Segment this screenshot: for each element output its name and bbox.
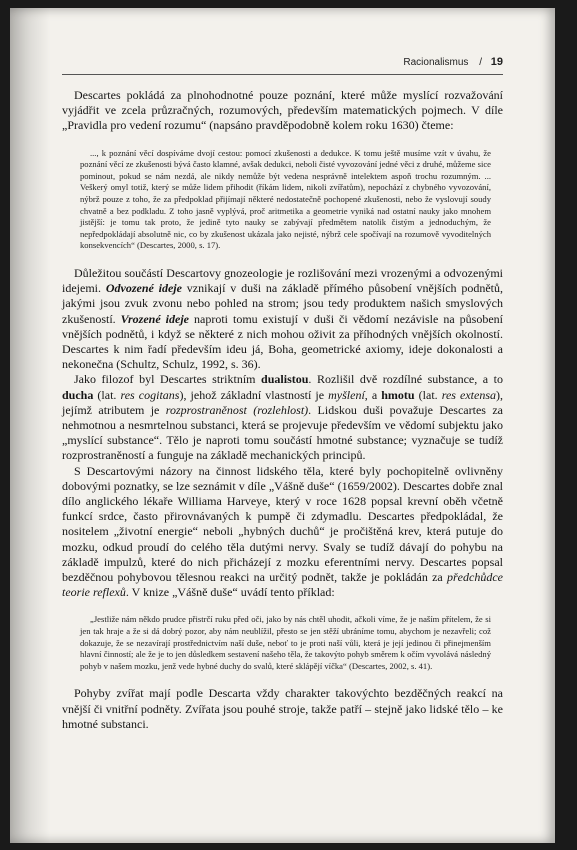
paragraph-1: Descartes pokládá za plnohodnotné pouze poznání, které může myslící rozvažování vyjádřit ve zcela průzračných, rozumových, především matematických pojmech. V díle „Pravidla pro vedení rozumu“ (napsáno pravděpodobně kolem roku 1630) čteme: xyxy=(62,88,503,133)
text-span: (lat. xyxy=(93,387,121,402)
page-body xyxy=(62,88,503,732)
text-span: . V knize „Vášně duše“ uvádí tento příklad: xyxy=(125,585,335,600)
page-header xyxy=(62,56,503,75)
page-number: 19 xyxy=(490,56,503,68)
text-span: naproti tomu existují v duši či vědomí nezávisle na působení vnějších podnětů, i když se některé z nich mohou oživit za příhodných vnějších okolností. Descartes k nim řadí především ideu já, Boha, geometrické axiomy, ideje dokonalosti a nekonečna (Schultz, Schulz, 1992, s. 36). xyxy=(62,311,504,372)
text-span: . Lidskou duši považuje Descartes za nehmotnou a nesmrtelnou substanci, která se projevuje především ve vědomí subjektu jako „myslící substance“. Tělo je naproti tomu součástí hmotné substance; vyznačuje se tudíž rozprostraněností a funguje na základě mechanických principů. xyxy=(62,402,503,463)
quote-block-2: „Jestliže nám někdo prudce přistrčí ruku před oči, jako by nás chtěl uhodit, ačkoli víme, že je naším přítelem, že si jen tak hraje a že si dá dobrý pozor, aby nám neublížil, přesto se jen stěží ubráníme tomu, abychom je nezavřeli; což dokazuje, že se nezavírají prostřednictvím naší duše, neboť to je proti naší vůli, která je její jedinou či přinejmenším hlavní činností; ale že je to jen důsledkem sestavení našeho těla, že takovýto pohyb směrem k očím vyvolává následný pohyb v našem mozku, jenž vede hybné duchy do svalů, které sklápějí víčka“ (Descartes, 2002, s. 41). xyxy=(80,614,491,671)
term-predchudce-teorie-reflexu: předchůdce teorie reflexů xyxy=(62,570,503,600)
text-span: Jako filozof byl Descartes striktním xyxy=(74,372,262,387)
term-rozprostranenost: rozprostraněnost (rozlehlost) xyxy=(165,402,309,417)
text-span: . Rozlišil dvě rozdílné substance, a to xyxy=(308,372,503,387)
quote-block-1: ..., k poznání věcí dospíváme dvojí cestou: pomocí zkušenosti a dedukce. K tomu ještě musíme vzít v úvahu, že poznání věcí ze zkušenosti bývá často klamné, avšak dedukci, neboli čisté vyvozování jedné věci z druhé, můžeme sice pominout, pokud se nám nezdá, ale nikdy nemůže být vedena nesprávně intelektem aspoň trochu rozumným. ... Veškerý omyl totiž, který se může lidem přihodit (říkám lidem, nikoli zvířatům), nepochází z chybného vyvozování, nýbrž pouze z toho, že za předpoklad přijímají některé nedostatečně pochopené zkušenosti, nebo že vyslovují soudy chvatně a bez podkladu. Z toho jasně vyplývá, proč aritmetika a geometrie vyniká nad ostatní nauky jako mnohem jistější: je tomu tak proto, že jedině tyto nauky se zabývají předmětem natolik čistým a jednoduchým, že nepředpokládají absolutně nic, co by zkušenost ukázala jako nejisté, nýbrž cele spočívají na rozumově vyvoditelných konsekvencích“ (Descartes, 2000, s. 17). xyxy=(80,147,491,251)
term-dualista: dualistou xyxy=(261,372,309,387)
book-page xyxy=(10,8,555,843)
text-span: (lat. xyxy=(414,387,442,402)
term-vrozene-ideje: Vrozené ideje xyxy=(120,311,190,326)
term-duch: ducha xyxy=(62,387,94,402)
term-mysleni: myšlení xyxy=(328,387,365,402)
paragraph-5: Pohyby zvířat mají podle Descarta vždy charakter takovýchto bezděčných reakcí na vnější či vnitřní podněty. Zvířata jsou pouhé stroje, takže patří – stejně jako lidské tělo – ke hmotné substanci. xyxy=(62,686,503,731)
paragraph-4 xyxy=(62,464,503,601)
paragraph-3 xyxy=(62,372,503,463)
paragraph-2 xyxy=(62,266,503,372)
term-res-extensa: res extensa xyxy=(441,387,497,402)
term-odvozene-ideje: Odvozené ideje xyxy=(105,281,182,296)
text-span: Důležitou součástí Descartovy gnozeologie je rozlišování mezi vrozenými a odvozenými idejemi. xyxy=(62,265,503,296)
text-span: ), jejímž atributem je xyxy=(62,387,504,417)
text-span: , a xyxy=(364,387,382,402)
binding-shadow xyxy=(10,8,50,843)
text-span: ), jehož základní vlastností je xyxy=(179,387,329,402)
term-res-cogitans: res cogitans xyxy=(120,387,180,402)
running-header xyxy=(403,56,503,68)
text-span: S Descartovými názory na činnost lidského těla, které byly pochopitelně ovlivněny dobovými poznatky, se lze seznámit v díle „Vášně duše“ (1659/2002). Descartes dobře znal dílo anglického lékaře Williama Harveye, který v roce 1628 popsal krevní oběh včetně funkcí srdce, často přirovnávaných k pumpě či zdymadlu. Descartes předpokládal, že nositelem „životní energie“ neboli „hybných duchů“ je pročištěná krev, která putuje do mozku, odkud proudí do celého těla dutými nervy. Svaly se tudíž dávají do pohybu na základě impulzů, které do nich přicházejí z mozku eferentními nervy. Descartes popsal bezděčnou pohybovou tělesnou reakci na určitý podnět, takže je pokládán za xyxy=(62,463,503,585)
term-hmota: hmotu xyxy=(381,387,415,402)
text-span: vznikají v duši na základě přímého působení vnějších podnětů, jakými jsou zvuk zvonu nebo pohled na strom; jsou tedy produktem našich smyslových zkušeností. xyxy=(62,281,504,326)
header-separator: / xyxy=(479,57,482,68)
running-title: Racionalismus xyxy=(403,57,469,68)
